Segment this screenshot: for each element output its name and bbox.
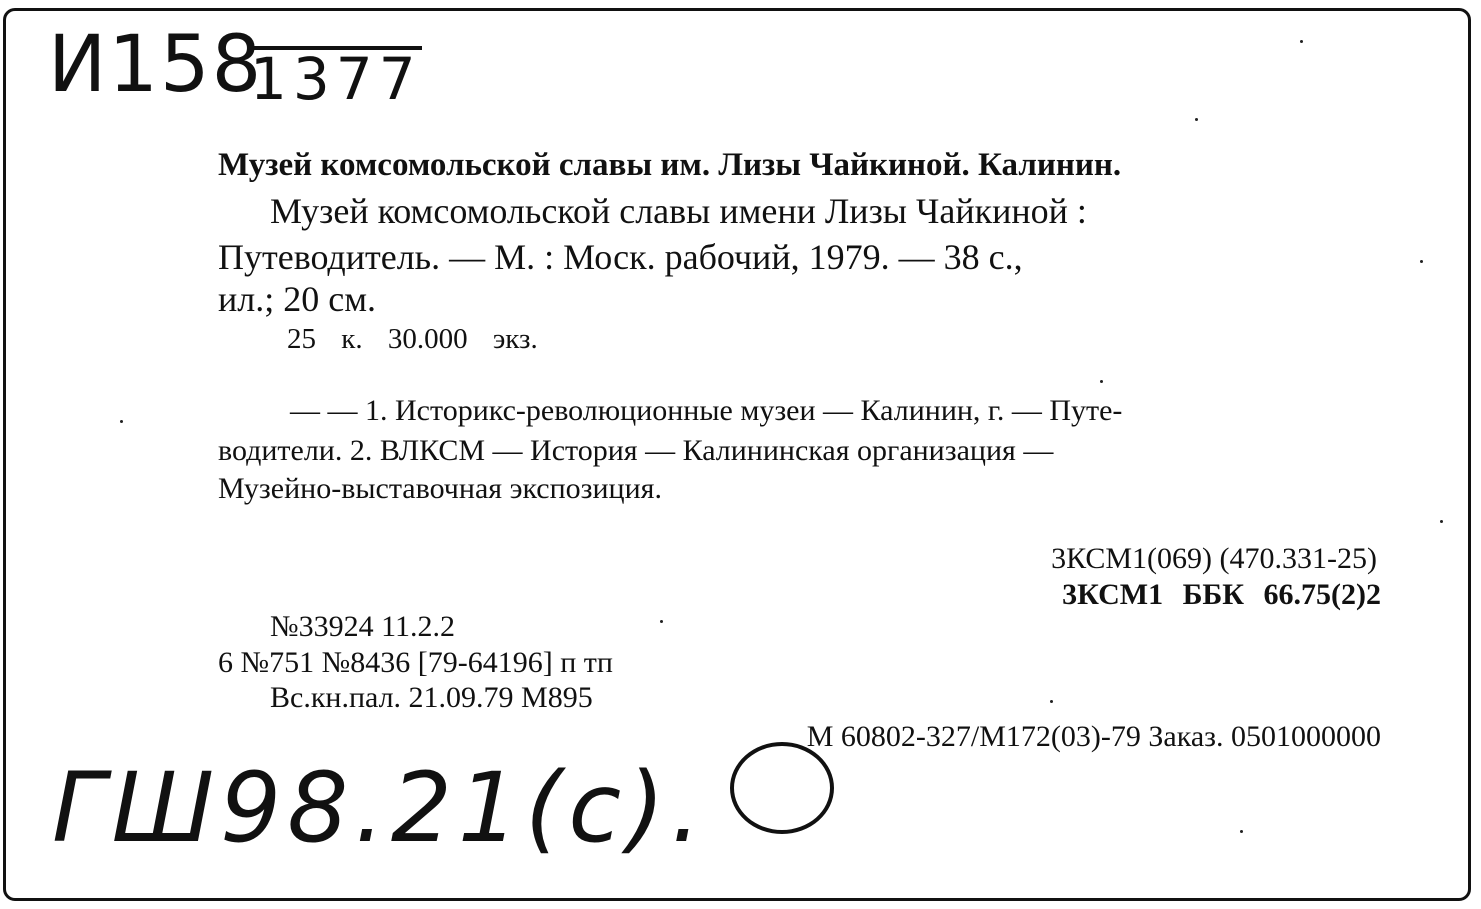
speck [1440, 520, 1443, 523]
handwritten-shelf-mark: И158 [48, 20, 264, 110]
speck [1240, 830, 1243, 833]
record-line-1: №33924 11.2.2 [270, 610, 456, 643]
speck [1100, 380, 1103, 383]
classification-line-2: 3КСМ1 ББК 66.75(2)2 [1062, 578, 1381, 611]
title-line-1: Музей комсомольской славы имени Лизы Чайкиной : [270, 191, 1087, 231]
record-line-4: М 60802-327/М172(03)-79 Заказ. 0501000000 [806, 720, 1381, 753]
price-line: 25 к. 30.000 экз. [287, 323, 538, 355]
speck [120, 420, 123, 423]
classification-line-1: 3КСМ1(069) (470.331-25) [1051, 542, 1377, 575]
handwritten-class-mark: ГШ98.21(с). [52, 752, 708, 864]
subject-line-1: — — 1. Историкс-революционные музеи — Калинин, г. — Путе- [290, 394, 1123, 427]
record-line-2: 6 №751 №8436 [79-64196] п тп [218, 646, 613, 679]
speck [1195, 118, 1198, 121]
record-line-3: Вс.кн.пал. 21.09.79 М895 [270, 681, 593, 714]
subject-line-3: Музейно-выставочная экспозиция. [218, 472, 662, 505]
handwritten-fraction: 1377 [250, 45, 422, 113]
title-line-2: Путеводитель. — М. : Моск. рабочий, 1979. — 38 с., [218, 237, 1023, 277]
speck [1300, 40, 1303, 43]
card-heading: Музей комсомольской славы им. Лизы Чайкиной. Калинин. [218, 147, 1122, 183]
ink-circle-mark [730, 742, 834, 834]
subject-line-2: водители. 2. ВЛКСМ — История — Калининская организация — [218, 434, 1054, 467]
speck [1420, 260, 1423, 263]
title-line-3: ил.; 20 см. [218, 279, 376, 319]
speck [1050, 700, 1053, 703]
speck [660, 620, 663, 623]
